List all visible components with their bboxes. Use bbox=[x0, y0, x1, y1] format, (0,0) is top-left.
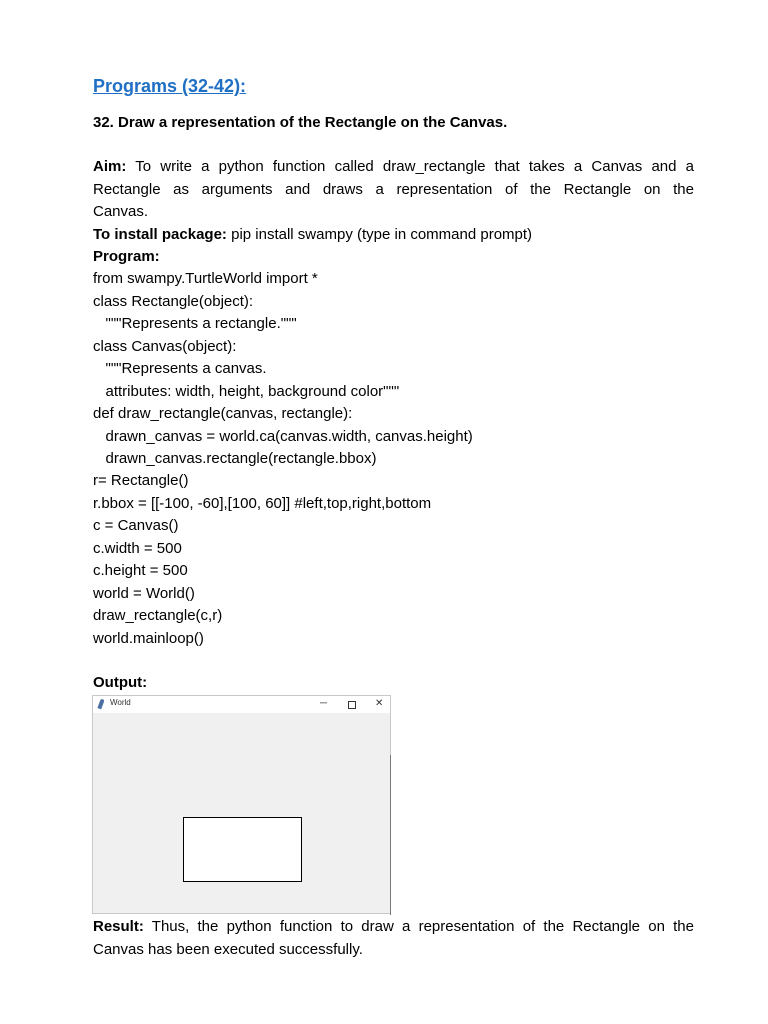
output-label: Output: bbox=[93, 674, 148, 691]
code-line: drawn_canvas = world.ca(canvas.width, canvas.height) bbox=[93, 428, 473, 445]
minimize-icon: ─ bbox=[320, 698, 328, 709]
maximize-icon bbox=[348, 701, 356, 709]
result-label: Result: bbox=[93, 918, 144, 935]
code-line: c = Canvas() bbox=[93, 517, 179, 534]
code-line: class Rectangle(object): bbox=[93, 293, 254, 310]
install-text: pip install swampy (type in command prompt) bbox=[226, 226, 533, 243]
code-line: attributes: width, height, background color""" bbox=[93, 383, 400, 400]
code-line: """Represents a rectangle.""" bbox=[93, 315, 297, 332]
feather-icon bbox=[97, 699, 104, 710]
aim-line-1 bbox=[93, 157, 694, 177]
code-line: draw_rectangle(c,r) bbox=[93, 607, 223, 624]
code-line: drawn_canvas.rectangle(rectangle.bbox) bbox=[93, 450, 377, 467]
window-edge-shadow bbox=[390, 755, 391, 915]
drawn-rectangle bbox=[183, 817, 302, 882]
code-line: from swampy.TurtleWorld import * bbox=[93, 270, 318, 287]
aim-text-1: To write a python function called draw_rectangle that takes a Canvas and a bbox=[126, 158, 694, 175]
aim-label: Aim: bbox=[93, 158, 127, 175]
question-title: 32. Draw a representation of the Rectangle on the Canvas. bbox=[93, 114, 508, 131]
code-line: world.mainloop() bbox=[93, 630, 204, 647]
code-line: r= Rectangle() bbox=[93, 472, 189, 489]
result-line-2: Canvas has been executed successfully. bbox=[93, 941, 363, 958]
window-titlebar bbox=[93, 696, 390, 713]
close-icon: ✕ bbox=[375, 698, 384, 709]
result-line-1 bbox=[93, 917, 694, 937]
page-heading: Programs (32-42): bbox=[93, 76, 247, 96]
install-label: To install package: bbox=[93, 226, 227, 243]
code-line: c.width = 500 bbox=[93, 540, 182, 557]
code-line: def draw_rectangle(canvas, rectangle): bbox=[93, 405, 353, 422]
output-window-screenshot bbox=[92, 695, 391, 914]
code-line: class Canvas(object): bbox=[93, 338, 237, 355]
code-line: world = World() bbox=[93, 585, 195, 602]
result-text-1: Thus, the python function to draw a representation of the Rectangle on the bbox=[143, 918, 694, 935]
aim-line-2: Rectangle as arguments and draws a representation of the Rectangle on the bbox=[93, 181, 694, 198]
window-title: World bbox=[110, 698, 131, 707]
program-label: Program: bbox=[93, 248, 160, 265]
code-line: c.height = 500 bbox=[93, 562, 188, 579]
aim-line-3: Canvas. bbox=[93, 203, 149, 220]
install-line bbox=[93, 225, 532, 245]
code-line: """Represents a canvas. bbox=[93, 360, 267, 377]
code-line: r.bbox = [[-100, -60],[100, 60]] #left,top,right,bottom bbox=[93, 495, 432, 512]
